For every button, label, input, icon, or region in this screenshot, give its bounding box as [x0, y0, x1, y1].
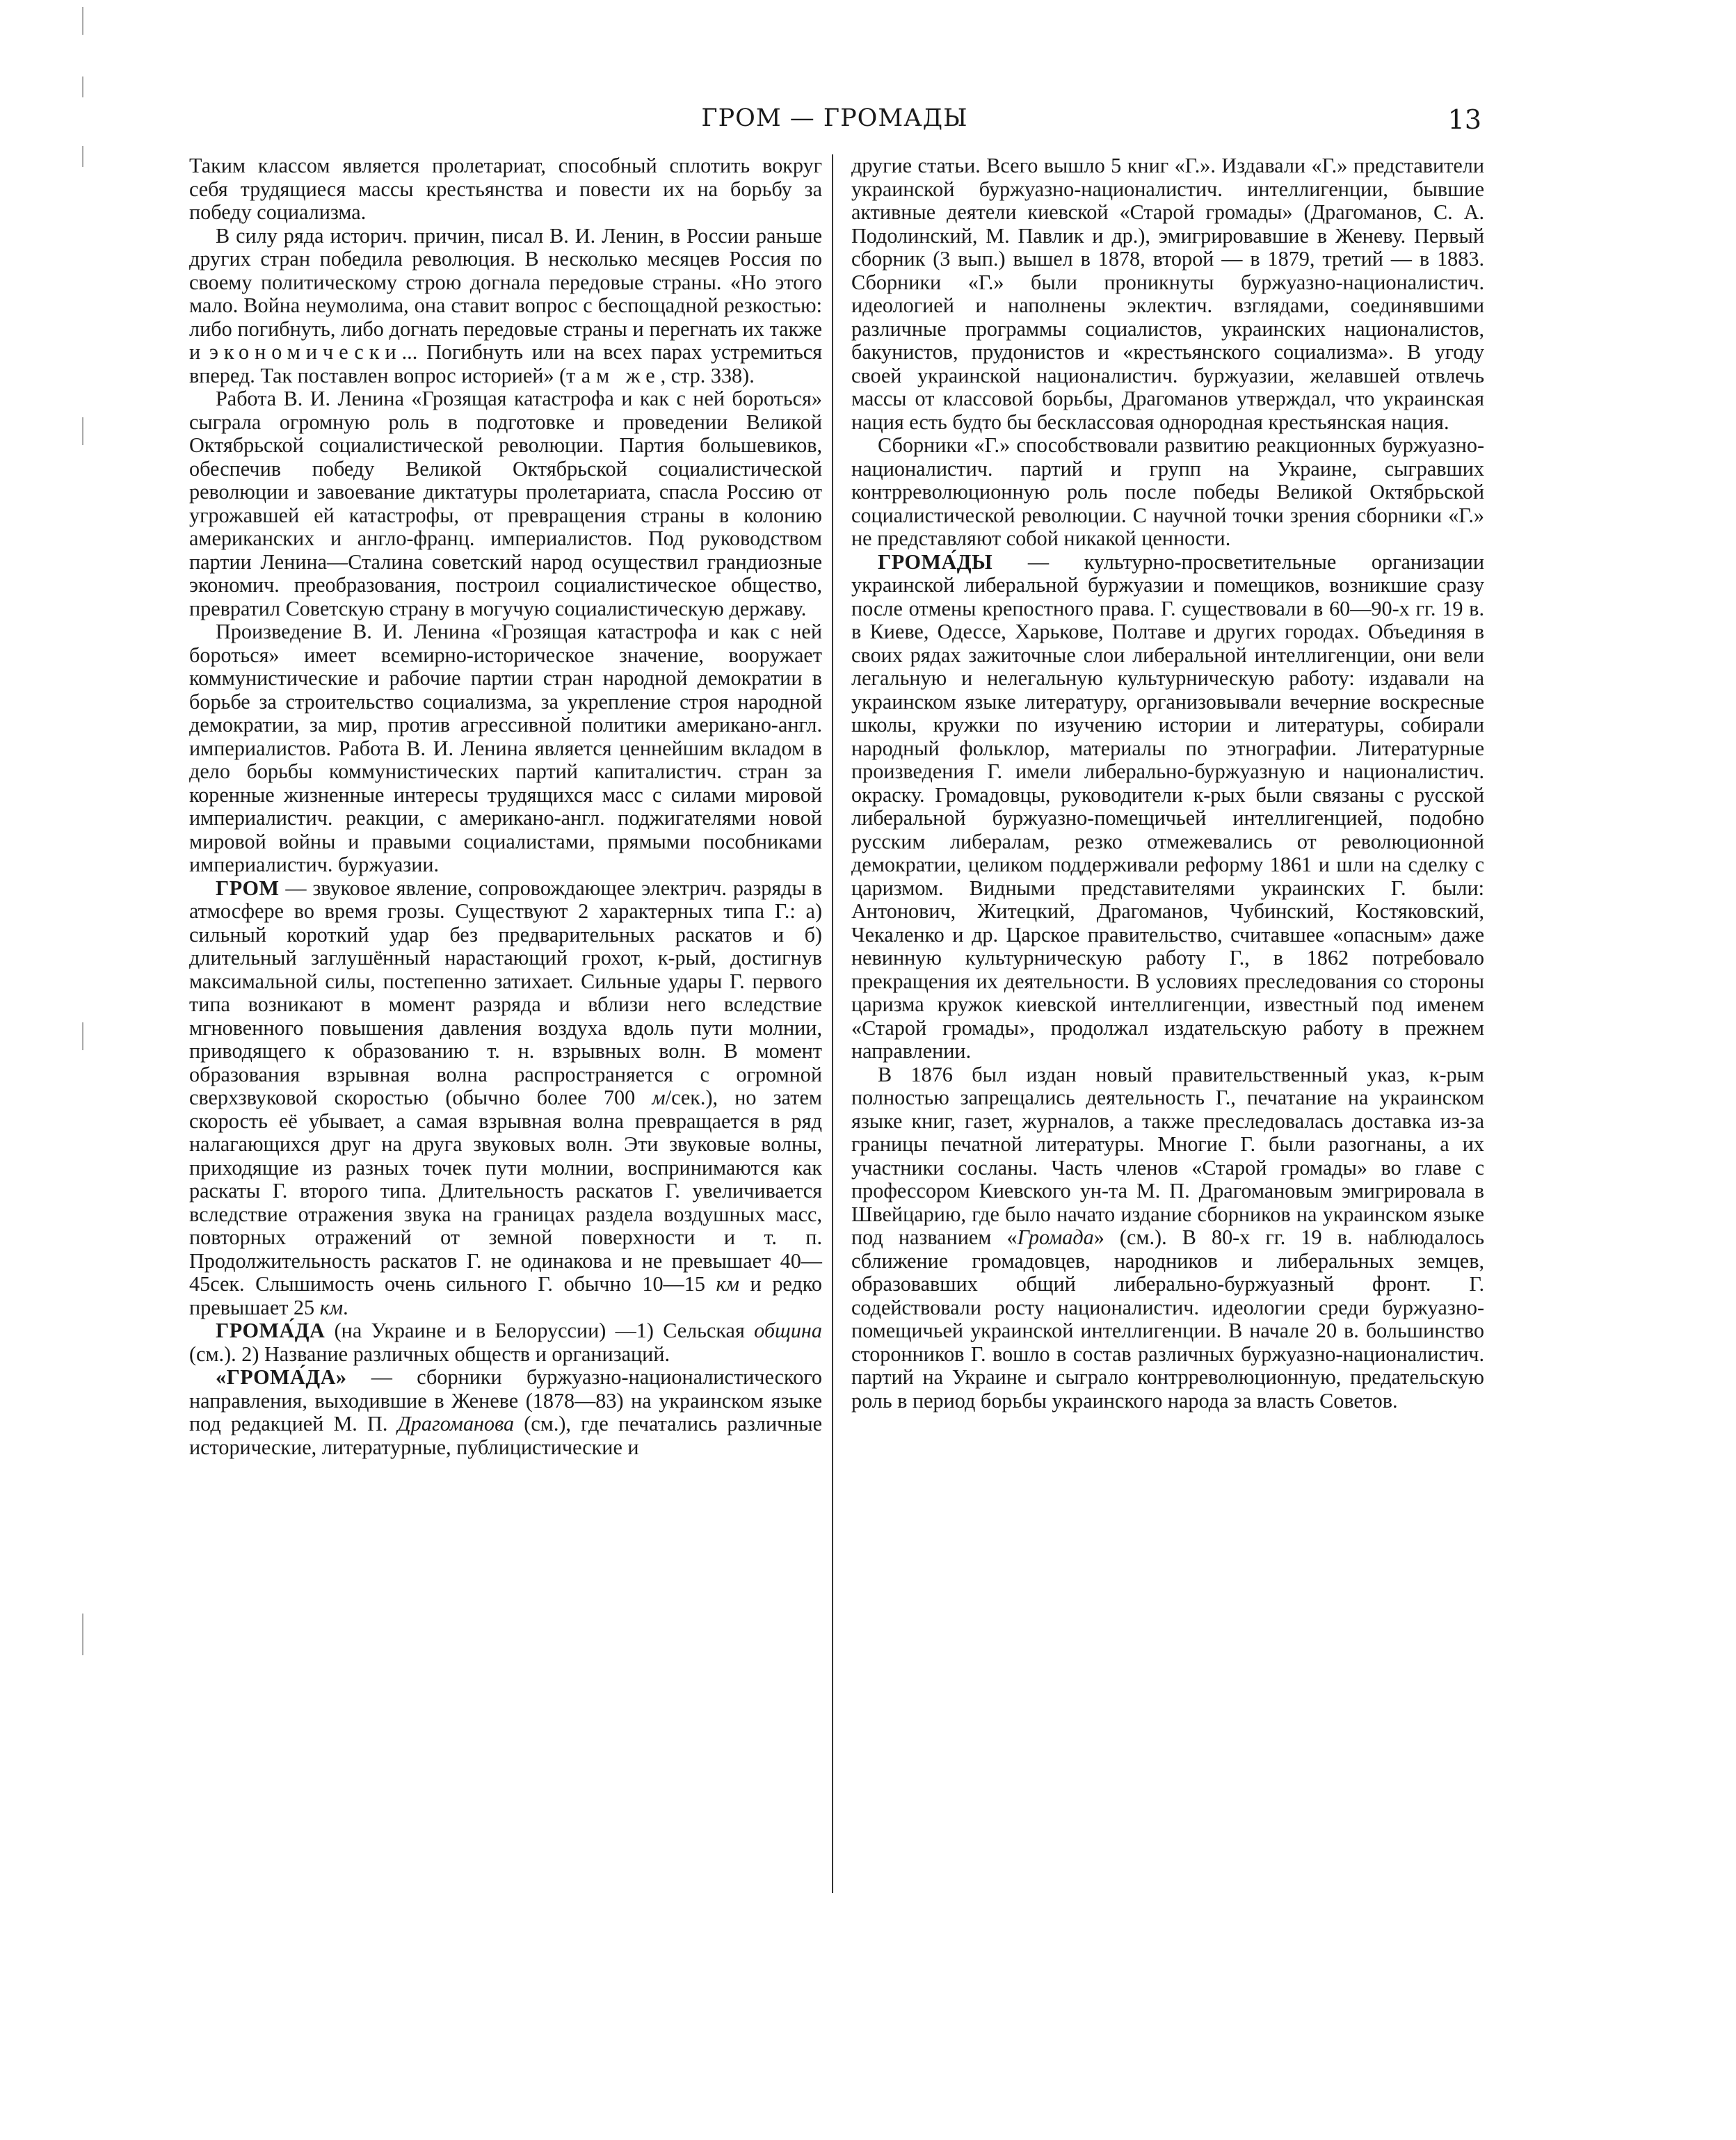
entry-gromada: [189, 1319, 822, 1366]
running-head: [188, 104, 1481, 146]
unit: км: [716, 1272, 739, 1296]
right-column: [851, 154, 1484, 1413]
cross-reference: Громада: [1017, 1225, 1094, 1249]
scan-margin-marks: [82, 0, 85, 2140]
text-run: (см.), где печатались различные исторические, литературные, публицистические и: [189, 1412, 823, 1459]
entry-grom: [189, 877, 822, 1320]
text-run: (на Украине и в Белоруссии) —1) Сельская: [325, 1319, 755, 1342]
paragraph: [189, 225, 822, 388]
paragraph: другие статьи. Всего вышло 5 книг «Г.». Издавали «Г.» представители украинской буржуазно-националистич. интеллигенции, бывшие активные деятели киевской «Старой громады» (Драгоманов, С. А. Подолинский, М. Павлик и др.), эмигрировавшие в Женеву. Первый сборник (3 вып.) вышел в 1878, второй — в 1879, третий — в 1883. Сборники «Г.» были проникнуты буржуазно-националистич. идеологией и наполнены эклектич. взглядами, соединявшими различные программы социалистов, украинских националистов, бакунистов, прудонистов и «крестьянского социализма». В угоду своей украинской националистич. буржуазии, желавшей отвлечь массы от классовой борьбы, Драгоманов утверждал, что украинская нация есть будто бы бесклассовая однородная крестьянская нация.: [851, 154, 1484, 434]
unit: км: [319, 1295, 344, 1319]
headword: ГРОМ: [216, 876, 280, 900]
text-run: — сборники буржуазно-националистического направления, выходившие в Женеве (1878—83) на украинском языке под редакцией М. П.: [189, 1365, 822, 1435]
paragraph: Таким классом является пролетариат, способный сплотить вокруг себя трудящиеся массы крестьянства и повести их на борьбу за победу социализма.: [189, 154, 822, 224]
text-run: В 1876 был издан новый правительственный указ, к-рым полностью запрещались деятельность Г., печатание на украинском языке книг, газет, журналов, а также преследовалась доставка из-за границы печатной литературы. Многие Г. были разогнаны, а их участники сосланы. Часть членов «Старой громады» во главе с профессором Киевского ун-та М. П. Драгомановым эмигрировала в Швейцарию, где было начато издание сборников на украинском языке под названием «: [851, 1062, 1484, 1249]
paragraph: [851, 1063, 1484, 1413]
paragraph: Работа В. И. Ленина «Грозящая катастрофа и как с ней бороться» сыграла огромную роль в подготовке и проведении Великой Октябрьской социалистической революции. Партия большевиков, обеспечив победу Великой Октябрьской социалистической революции и завоевание диктатуры пролетариата, спасла Россию от угрожавшей ей катастрофы, от превращения страны в колонию американских и англо-франц. империалистов. Под руководством партии Ленина—Сталина советский народ осуществил грандиозные экономич. преобразования, построил социалистическое общество, превратил Советскую страну в могучую социалистическую державу.: [189, 387, 822, 620]
text-run: » (см.). В 80-х гг. 19 в. наблюдалось сближение громадовцев, народников и либеральных земцев, образовавших общий либерально-буржуазный фронт. Г. содействовали росту националистич. идеологии среди буржуазно-помещичьей украинской интеллигенции. В начале 20 в. большинство сторонников Г. вошло в состав различных буржуазно-националистич. партий на Украине и сыграло контрреволюционную, предательскую роль в период борьбы украинского народа за власть Советов.: [851, 1225, 1484, 1413]
spaced-text: экономически: [209, 340, 402, 364]
text-run: и редко превышает 25: [189, 1272, 822, 1319]
page-number: 13: [1447, 104, 1481, 135]
paragraph: Произведение В. И. Ленина «Грозящая катастрофа и как с ней бороться» имеет всемирно-историческое значение, вооружает коммунистические и рабочие партии стран народной демократии в борьбе за строительство социализма, за укрепление строя народной демократии, за мир, против агрессивной политики американо-англ. империалистов. Работа В. И. Ленина является ценнейшим вкладом в дело борьбы коммунистических партий капиталистич. стран за коренные жизненные интересы трудящихся масс с силами мировой империалистич. реакции, с американо-англ. поджигателями новой мировой войны и правыми социалистами, прямыми пособниками империалистич. буржуазии.: [189, 620, 822, 876]
running-title: ГРОМ — ГРОМАДЫ: [701, 104, 968, 132]
cross-reference: Драгоманова: [397, 1412, 515, 1435]
headword: «ГРОМА́ДА»: [216, 1365, 347, 1389]
entry-gromady: [851, 551, 1484, 1063]
text-run: — культурно-просветительные организации украинской либеральной буржуазии и помещиков, возникшие сразу после отмены крепостного права. Г. существовали в 60—90-х гг. 19 в. в Киеве, Одессе, Харькове, Полтаве и других городах. Объединяя в своих рядах зажиточные слои либеральной интеллигенции, они вели легальную и нелегальную культурническую работу: издавали на украинском языке литературу, организовывали вечерние воскресные школы, кружки по изучению истории и литературы, собирали народный фольклор, материалы по этнографии. Литературные произведения Г. имели либерально-буржуазную и националистич. окраску. Громадовцы, руководители к-рых были связаны с русской либеральной буржуазно-помещичьей интеллигенцией, подобно русским либералам, резко отмежевались от революционной демократии, целиком поддерживали реформу 1861 и шли на сделку с царизмом. Видными представителями украинских Г. были: Антонович, Житецкий, Драгоманов, Чубинский, Костяковский, Чекаленко и др. Царское правительство, считавшее «опасным» даже невинную культурническую работу Г., в 1862 потребовало прекращения их деятельности. В условиях преследования со стороны царизма кружок киевской интеллигенции, известный под именем «Старой громады», продолжал издательскую работу в прежнем направлении.: [851, 549, 1484, 1063]
text-run: (см.). 2) Название различных обществ и организаций.: [189, 1342, 670, 1366]
text-run: .: [343, 1295, 348, 1319]
left-column: [189, 154, 822, 1459]
text-run: — звуковое явление, сопровождающее электрич. разряды в атмосфере во время грозы. Существуют 2 характерных типа Г.: а) сильный короткий удар без предварительных раскатов и б) длительный заглушённый нарастающий грохот, к-рый, достигнув максимальной силы, постепенно затихает. Сильные удары Г. первого типа возникают в момент разряда и вблизи него вследствие мгновенного повышения давления воздуха вдоль пути молнии, приводящего к образованию т. н. взрывных волн. В момент образования взрывная волна распространяется с огромной сверхзвуковой скоростью (обычно более 700: [189, 876, 822, 1109]
text-run: ... Погибнуть или на всех парах устремиться вперед. Так поставлен вопрос историей» (: [189, 340, 822, 387]
column-rule: [832, 154, 833, 1893]
cross-reference: община: [754, 1319, 822, 1342]
text-run: /сек.), но затем скорость её убывает, а самая взрывная волна превращается в ряд налагающихся друг на друга звуковых волн. Эти звуковые волны, приходящие из разных точек пути молнии, воспринимаются как раскаты Г. второго типа. Длительность раскатов Г. увеличивается вследствие отражения звука на границах раздела воздушных масс, повторных отражений от земной поверхности и т. п. Продолжительность раскатов Г. не одинакова и не превышает 40—45сек. Слышимость очень сильного Г. обычно 10—15: [189, 1086, 822, 1296]
unit: м: [652, 1086, 666, 1109]
text-run: В силу ряда историч. причин, писал В. И. Ленин, в России раньше других стран победила революция. В несколько месяцев Россия по своему политическому строю догнала передовые страны. «Но этого мало. Война неумолима, она ставит вопрос с беспощадной резкостью: либо погибнуть, либо догнать передовые страны и перегнать их также и: [189, 223, 822, 364]
headword: ГРОМА́ДА: [216, 1319, 326, 1342]
paragraph: Сборники «Г.» способствовали развитию реакционных буржуазно-националистич. партий и групп на Украине, сыгравших контрреволюционную роль после победы Великой Октябрьской социалистической революции. С научной точки зрения сборники «Г.» не представляют собой никакой ценности.: [851, 433, 1484, 550]
entry-gromada-sborniki: [189, 1366, 822, 1459]
text-run: , стр. 338).: [660, 363, 755, 387]
spaced-text: там же: [566, 363, 661, 387]
headword: ГРОМА́ДЫ: [878, 549, 993, 574]
